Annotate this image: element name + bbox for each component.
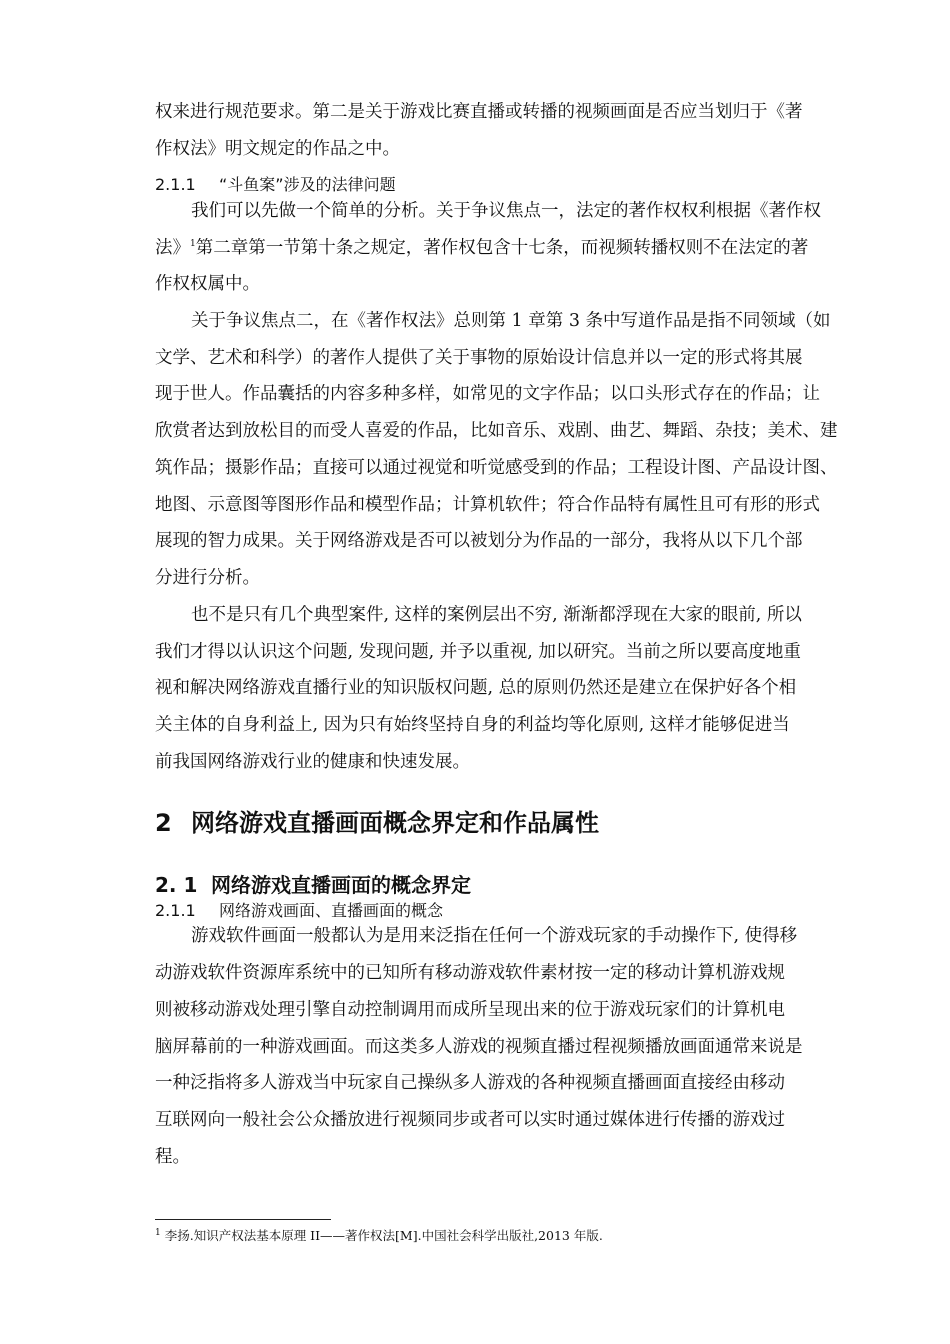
footnote-text: 李扬.知识产权法基本原理 II——著作权法[M].中国社会科学出版社,2013 年版. <box>164 1228 603 1243</box>
text-line: 权来进行规范要求。第二是关于游戏比赛直播或转播的视频画面是否应当划归于《著 <box>155 102 803 122</box>
text-fragment: 第二章第一节第十条之规定，著作权包含十七条，而视频转播权则不在法定的著 <box>195 238 809 258</box>
footnote <box>155 1228 603 1244</box>
text-line: 程。 <box>155 1147 190 1167</box>
section-title: 网络游戏画面、直播画面的概念 <box>219 901 444 920</box>
text-line: 前我国网络游戏行业的健康和快速发展。 <box>155 752 470 772</box>
text-line: 筑作品；摄影作品；直接可以通过视觉和听觉感受到的作品；工程设计图、产品设计图、 <box>155 458 838 478</box>
footnote-ref: 1 <box>190 239 196 250</box>
text-line: 游戏软件画面一般都认为是用来泛指在任何一个游戏玩家的手动操作下, 使得移 <box>191 926 798 946</box>
text-line: 我们可以先做一个简单的分析。关于争议焦点一，法定的著作权权利根据《著作权 <box>191 201 821 221</box>
text-line: 分进行分析。 <box>155 568 260 588</box>
text-line: 现于世人。作品囊括的内容多种多样，如常见的文字作品；以口头形式存在的作品；让 <box>155 384 820 404</box>
section-heading <box>155 175 396 195</box>
section-number: 2.1.1 <box>155 901 196 920</box>
text-line: 作权法》明文规定的作品之中。 <box>155 139 400 159</box>
text-line: 欣赏者达到放松目的而受人喜爱的作品，比如音乐、戏剧、曲艺、舞蹈、杂技；美术、建 <box>155 421 838 441</box>
text-line: 作权权属中。 <box>155 274 260 294</box>
text-line: 文学、艺术和科学）的著作人提供了关于事物的原始设计信息并以一定的形式将其展 <box>155 348 803 368</box>
chapter-heading <box>155 808 599 838</box>
text-line: 我们才得以认识这个问题, 发现问题, 并予以重视, 加以研究。当前之所以要高度地重 <box>155 642 801 662</box>
subsection-heading <box>155 901 443 921</box>
text-line: 也不是只有几个典型案件, 这样的案例层出不穷, 渐渐都浮现在大家的眼前, 所以 <box>191 605 802 625</box>
text-line: 脑屏幕前的一种游戏画面。而这类多人游戏的视频直播过程视频播放画面通常来说是 <box>155 1037 803 1057</box>
chapter-number: 2 <box>155 809 172 837</box>
text-line <box>155 237 808 259</box>
text-line: 展现的智力成果。关于网络游戏是否可以被划分为作品的一部分，我将从以下几个部 <box>155 531 803 551</box>
text-line: 动游戏软件资源库系统中的已知所有移动游戏软件素材按一定的移动计算机游戏规 <box>155 963 785 983</box>
section-number: 2. 1 <box>155 873 198 897</box>
text-line: 互联网向一般社会公众播放进行视频同步或者可以实时通过媒体进行传播的游戏过 <box>155 1110 785 1130</box>
text-line: 地图、示意图等图形作品和模型作品；计算机软件；符合作品特有属性且可有形的形式 <box>155 495 820 515</box>
chapter-title: 网络游戏直播画面概念界定和作品属性 <box>191 809 599 837</box>
text-line: 一种泛指将多人游戏当中玩家自己操纵多人游戏的各种视频直播画面直接经由移动 <box>155 1073 785 1093</box>
text-fragment: 法》 <box>155 238 190 258</box>
section-title: “斗鱼案”涉及的法律问题 <box>219 175 396 194</box>
footnote-marker: 1 <box>155 1227 161 1238</box>
text-line: 则被移动游戏处理引擎自动控制调用而成所呈现出来的位于游戏玩家们的计算机电 <box>155 1000 785 1020</box>
section-number: 2.1.1 <box>155 175 196 194</box>
footnote-divider <box>155 1219 331 1220</box>
text-line: 关于争议焦点二，在《著作权法》总则第 1 章第 3 条中写道作品是指不同领域（如 <box>191 311 831 331</box>
section-title: 网络游戏直播画面的概念界定 <box>211 873 471 897</box>
text-line: 关主体的自身利益上, 因为只有始终坚持自身的利益均等化原则, 这样才能够促进当 <box>155 715 790 735</box>
section-heading <box>155 872 471 898</box>
text-line: 视和解决网络游戏直播行业的知识版权问题, 总的原则仍然还是建立在保护好各个相 <box>155 678 797 698</box>
